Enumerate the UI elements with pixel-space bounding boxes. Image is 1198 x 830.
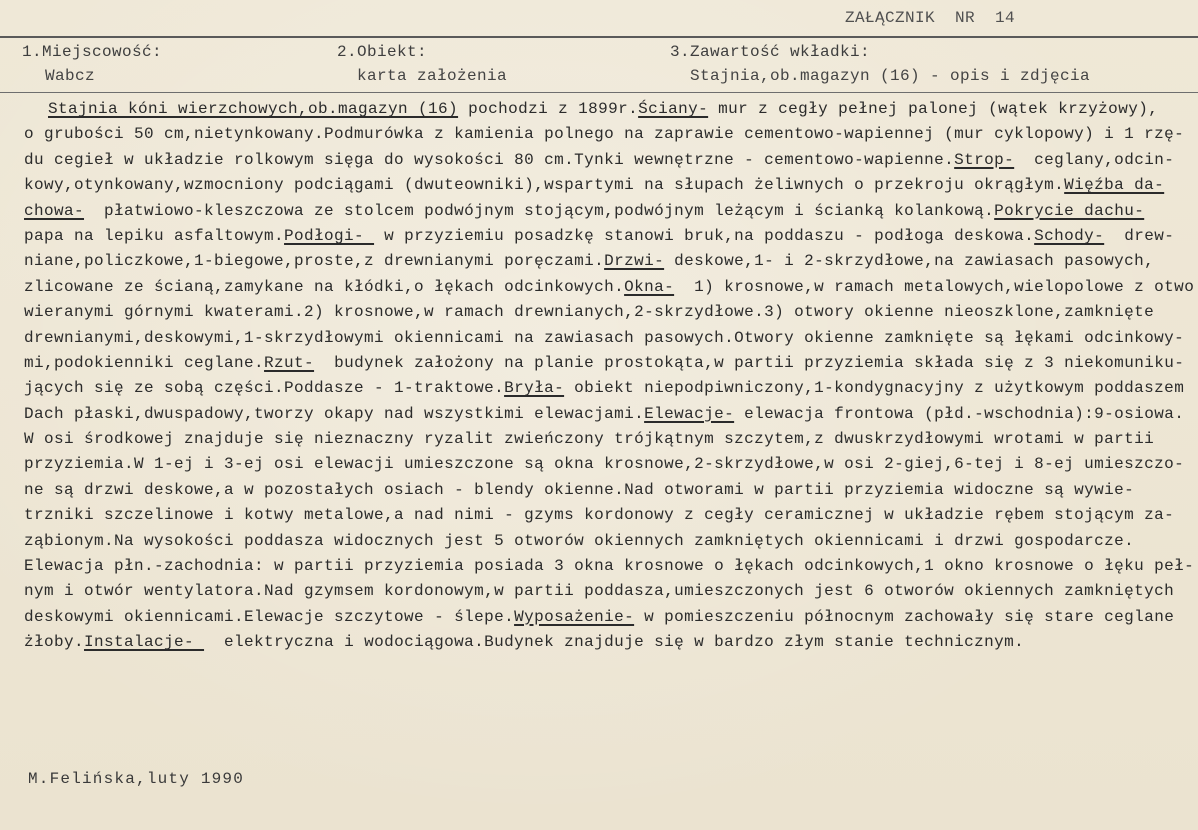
text-segment: mur z cegły pełnej palonej (wątek krzyżowy), xyxy=(708,100,1159,118)
text-line xyxy=(24,224,1198,249)
underlined-heading: Podłogi- xyxy=(284,226,375,245)
text-segment: drewnianymi,deskowymi,1-skrzydłowymi okiennicami na zawiasach pasowych.Otwory okienne zamknięte są łękami odcinkowy- xyxy=(24,328,1185,347)
underlined-heading: Stajnia kóni wierzchowych,ob.magazyn (16) xyxy=(48,100,459,118)
text-segment: ne są drzwi deskowe,a w pozostałych osiach - blendy okienne.Nad otworami w partii przyziemia widoczne są wywie- xyxy=(24,480,1135,499)
underlined-heading: Bryła- xyxy=(504,379,565,398)
annex-number: ZAŁĄCZNIK NR 14 xyxy=(845,9,1016,27)
text-line xyxy=(24,427,1198,452)
text-line xyxy=(24,478,1198,503)
text-line xyxy=(24,503,1198,528)
text-line xyxy=(24,300,1198,325)
author-date-signature: M.Felińska,luty 1990 xyxy=(28,770,245,788)
text-segment: deskowe,1- i 2-skrzydłowe,na zawiasach pasowych, xyxy=(664,252,1155,271)
text-segment: w przyziemiu posadzkę stanowi bruk,na poddaszu - podłoga deskowa. xyxy=(374,226,1035,245)
header-rule xyxy=(0,92,1198,93)
description-body xyxy=(24,97,1198,656)
underlined-heading: Instalacje- xyxy=(84,633,205,652)
text-segment: przyziemia.W 1-ej i 3-ej osi elewacji umieszczone są okna krosnowe,2-skrzydłowe,w osi 2-giej,6-tej i 8-ej umieszczo- xyxy=(24,455,1185,474)
text-segment: 1) krosnowe,w ramach metalowych,wielopolowe z otwo xyxy=(674,277,1195,296)
field-contents-label: 3.Zawartość wkładki: xyxy=(670,43,871,61)
text-segment: elektryczna i wodociągowa.Budynek znajduje się w bardzo złym stanie technicznym. xyxy=(204,633,1025,652)
text-segment: deskowymi okiennicami.Elewacje szczytowe - ślepe. xyxy=(24,607,515,626)
underlined-heading: Wyposażenie- xyxy=(514,607,635,626)
text-segment: mi,podokienniki ceglane. xyxy=(24,353,265,372)
underlined-heading: Elewacje- xyxy=(644,404,735,423)
underlined-heading: chowa- xyxy=(24,201,85,220)
text-segment: du cegieł w układzie rolkowym sięga do wysokości 80 cm.Tynki wewnętrzne - cementowo-wapienne. xyxy=(24,150,955,169)
underlined-heading: Rzut- xyxy=(264,353,315,372)
underlined-heading: Ściany- xyxy=(638,100,709,118)
top-rule xyxy=(0,36,1198,38)
text-line xyxy=(24,630,1198,655)
text-segment: nym i otwór wentylatora.Nad gzymsem kordonowym,w partii poddasza,umieszczonych jest 6 otworów okiennych zamkniętych xyxy=(24,582,1175,601)
text-line xyxy=(24,554,1198,579)
text-segment: w pomieszczeniu północnym zachowały się stare ceglane xyxy=(634,607,1175,626)
underlined-heading: Strop- xyxy=(954,150,1015,169)
text-segment: elewacja frontowa (płd.-wschodnia):9-osiowa. xyxy=(734,404,1185,423)
text-segment: drew- xyxy=(1104,226,1175,245)
text-line xyxy=(24,173,1198,198)
text-line xyxy=(24,275,1198,300)
field-locality-value: Wabcz xyxy=(45,67,96,85)
underlined-heading: Więźba da- xyxy=(1064,176,1165,195)
text-line xyxy=(24,452,1198,477)
field-locality-label: 1.Miejscowość: xyxy=(22,43,163,61)
underlined-heading: Pokrycie dachu- xyxy=(994,201,1145,220)
text-line xyxy=(24,97,1198,122)
text-segment: ceglany,odcin- xyxy=(1014,150,1175,169)
text-line xyxy=(24,326,1198,351)
text-line xyxy=(24,122,1198,147)
underlined-heading: Schody- xyxy=(1034,226,1105,245)
text-segment: ząbionym.Na wysokości poddasza widocznych jest 5 otworów okiennych zamkniętych okiennicami i drzwi gospodarcze. xyxy=(24,531,1135,550)
text-line xyxy=(24,402,1198,427)
text-segment: o grubości 50 cm,nietynkowany.Podmurówka z kamienia polnego na zaprawie cementowo-wapiennej (mur cyklopowy) i 1 rzę- xyxy=(24,125,1185,144)
text-segment: wieranymi górnymi kwaterami.2) krosnowe,w ramach drewnianych,2-skrzydłowe.3) otwory okienne nieoszklone,zamknięte xyxy=(24,303,1155,322)
text-segment: papa na lepiku asfaltowym. xyxy=(24,226,285,245)
text-segment: pochodzi z 1899r. xyxy=(458,100,639,118)
text-segment: obiekt niepodpiwniczony,1-kondygnacyjny z użytkowym poddaszem xyxy=(564,379,1185,398)
field-contents-value: Stajnia,ob.magazyn (16) - opis i zdjęcia xyxy=(690,67,1091,85)
text-segment: niane,policzkowe,1-biegowe,proste,z drewnianymi poręczami. xyxy=(24,252,605,271)
text-line xyxy=(24,529,1198,554)
text-line xyxy=(24,376,1198,401)
text-segment: budynek założony na planie prostokąta,w partii przyziemia składa się z 3 niekomuniku- xyxy=(314,353,1185,372)
text-segment: jących się ze sobą części.Poddasze - 1-traktowe. xyxy=(24,379,505,398)
text-segment: zlicowane ze ścianą,zamykane na kłódki,o łękach odcinkowych. xyxy=(24,277,625,296)
text-line xyxy=(24,148,1198,173)
text-line xyxy=(24,199,1198,224)
text-segment: trzniki szczelinowe i kotwy metalowe,a nad nimi - gzyms kordonowy z cegły ceramicznej w układzie rębem stojącym za- xyxy=(24,506,1175,525)
text-line xyxy=(24,579,1198,604)
field-object-value: karta założenia xyxy=(357,67,508,85)
text-line xyxy=(24,605,1198,630)
field-object-label: 2.Obiekt: xyxy=(337,43,428,61)
text-line xyxy=(24,249,1198,274)
underlined-heading: Drzwi- xyxy=(604,252,665,271)
text-segment: W osi środkowej znajduje się nieznaczny ryzalit zwieńczony trójkątnym szczytem,z dwuskrzydłowymi wrotami w partii xyxy=(24,430,1155,449)
text-segment: Dach płaski,dwuspadowy,tworzy okapy nad wszystkimi elewacjami. xyxy=(24,404,645,423)
underlined-heading: Okna- xyxy=(624,277,675,296)
text-segment: żłoby. xyxy=(24,633,85,652)
text-segment: płatwiowo-kleszczowa ze stolcem podwójnym stojącym,podwójnym leżącym i ścianką kolankową. xyxy=(84,201,995,220)
text-segment: kowy,otynkowany,wzmocniony podciągami (dwuteowniki),wspartymi na słupach żeliwnych o przekroju okrągłym. xyxy=(24,176,1065,195)
text-segment: Elewacja płn.-zachodnia: w partii przyziemia posiada 3 okna krosnowe o łękach odcinkowych,1 okno krosnowe o łęku peł- xyxy=(24,557,1195,576)
text-line xyxy=(24,351,1198,376)
